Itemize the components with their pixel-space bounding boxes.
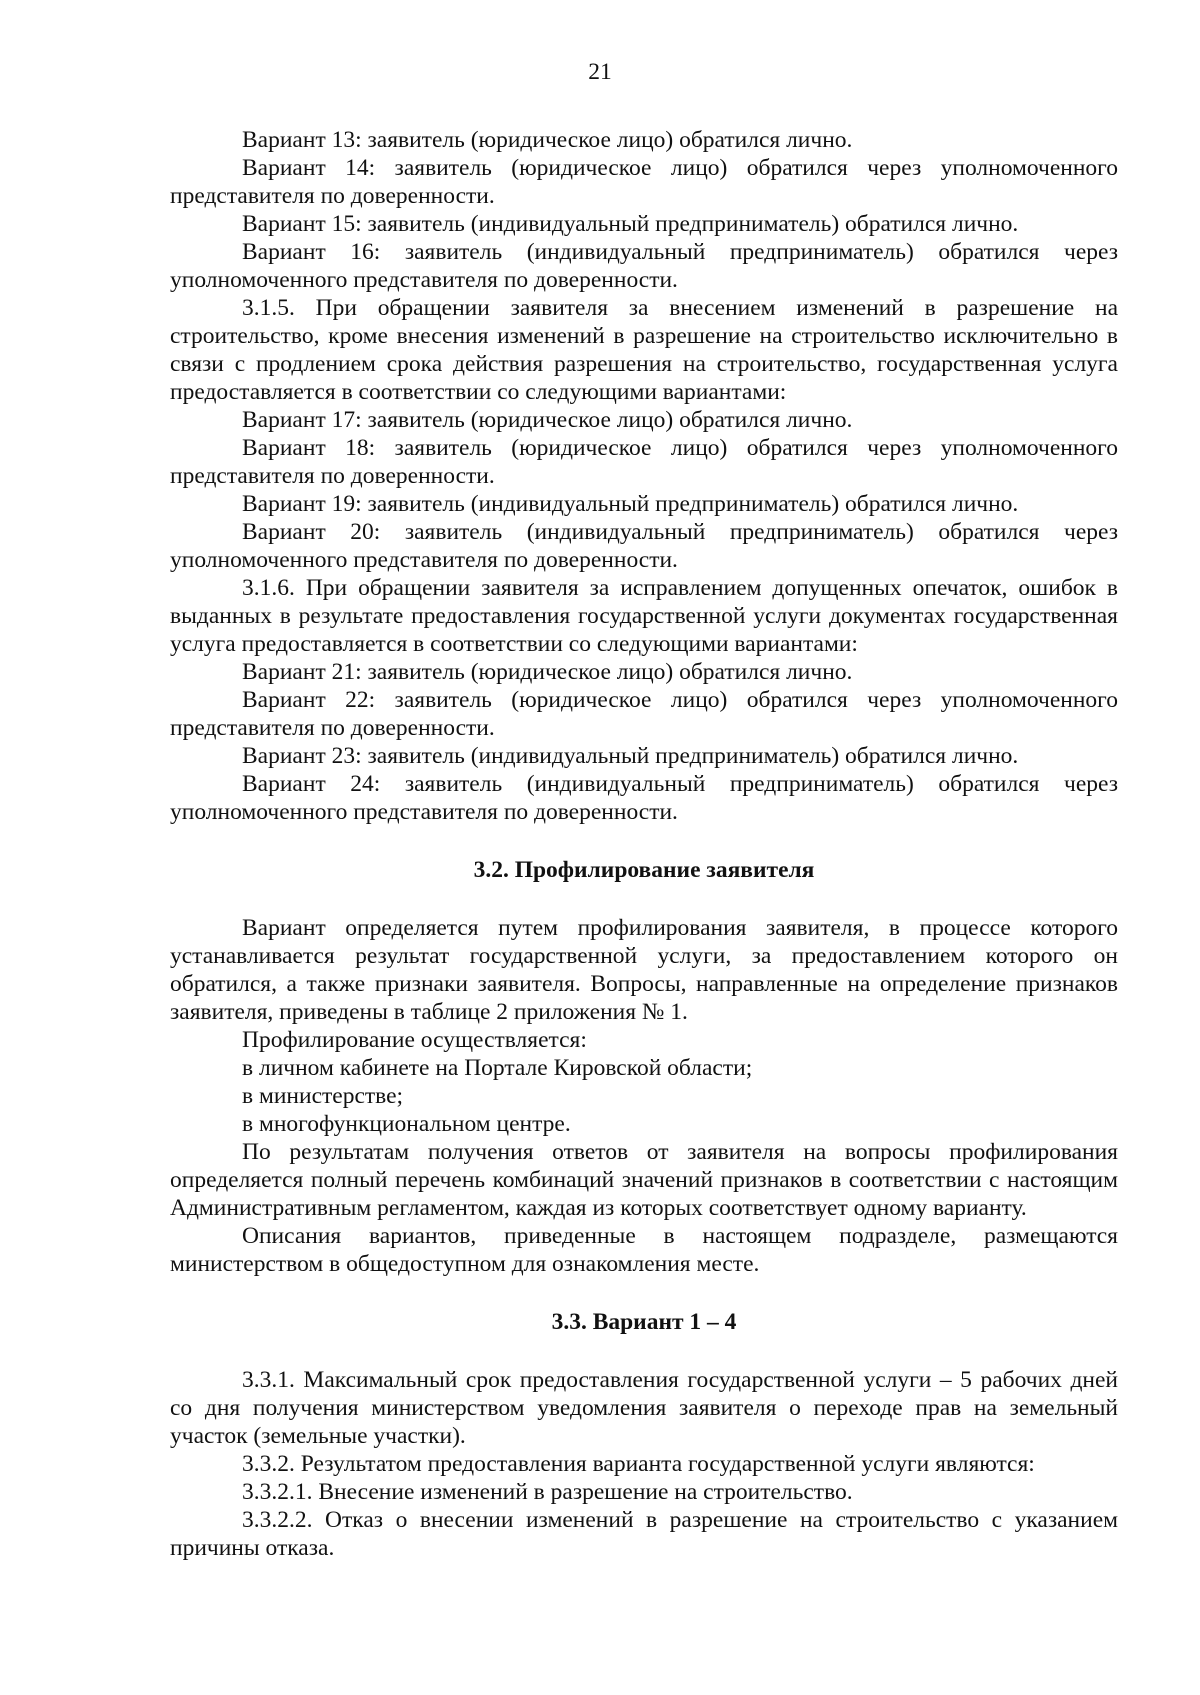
list-item-ministry: в министерстве;: [242, 1083, 404, 1109]
section-heading-3-2: 3.2. Профилирование заявителя: [473, 857, 815, 883]
paragraph-variant-16: Вариант 16: заявитель (индивидуальный предприниматель) обратился через уполномоченного представителя по доверенности.: [170, 239, 1118, 293]
paragraph-3-3-2: 3.3.2. Результатом предоставления варианта государственной услуги являются:: [242, 1451, 1035, 1477]
paragraph-3-1-5: 3.1.5. При обращении заявителя за внесением изменений в разрешение на строительство, кроме внесения изменений в разрешение на строительство исключительно в связи с продлением срока действия разрешения на строительство, государственная услуга предоставляется в соответствии со следующими вариантами:: [170, 295, 1118, 405]
paragraph-3-3-2-1: 3.3.2.1. Внесение изменений в разрешение на строительство.: [242, 1479, 853, 1505]
paragraph-profiling-intro: Вариант определяется путем профилирования заявителя, в процессе которого устанавливается результат государственной услуги, за предоставлением которого он обратился, а также признаки заявителя. Вопросы, направленные на определение признаков заявителя, приведены в таблице 2 приложения № 1.: [170, 915, 1118, 1025]
paragraph-3-3-2-2: 3.3.2.2. Отказ о внесении изменений в разрешение на строительство с указанием причины отказа.: [170, 1507, 1118, 1561]
paragraph-variant-13: Вариант 13: заявитель (юридическое лицо) обратился лично.: [242, 127, 853, 153]
section-heading-3-3: 3.3. Вариант 1 – 4: [551, 1309, 737, 1335]
paragraph-variant-20: Вариант 20: заявитель (индивидуальный предприниматель) обратился через уполномоченного представителя по доверенности.: [170, 519, 1118, 573]
paragraph-variant-14: Вариант 14: заявитель (юридическое лицо) обратился через уполномоченного представителя по доверенности.: [170, 155, 1118, 209]
paragraph-variant-21: Вариант 21: заявитель (юридическое лицо) обратился лично.: [242, 659, 853, 685]
paragraph-profiling-results: По результатам получения ответов от заявителя на вопросы профилирования определяется полный перечень комбинаций значений признаков в соответствии с настоящим Административным регламентом, каждая из которых соответствует одному варианту.: [170, 1139, 1118, 1221]
paragraph-variant-18: Вариант 18: заявитель (юридическое лицо) обратился через уполномоченного представителя по доверенности.: [170, 435, 1118, 489]
document-body: [170, 126, 1118, 1562]
paragraph-descriptions: Описания вариантов, приведенные в настоящем подразделе, размещаются министерством в общедоступном для ознакомления месте.: [170, 1223, 1118, 1277]
list-item-mfc: в многофункциональном центре.: [242, 1111, 571, 1137]
paragraph-3-3-1: 3.3.1. Максимальный срок предоставления государственной услуги – 5 рабочих дней со дня получения министерством уведомления заявителя о переходе прав на земельный участок (земельные участки).: [170, 1367, 1118, 1449]
paragraph-variant-22: Вариант 22: заявитель (юридическое лицо) обратился через уполномоченного представителя по доверенности.: [170, 687, 1118, 741]
paragraph-3-1-6: 3.1.6. При обращении заявителя за исправлением допущенных опечаток, ошибок в выданных в результате предоставления государственной услуги документах государственная услуга предоставляется в соответствии со следующими вариантами:: [170, 575, 1118, 657]
paragraph-variant-17: Вариант 17: заявитель (юридическое лицо) обратился лично.: [242, 407, 853, 433]
list-item-portal: в личном кабинете на Портале Кировской области;: [242, 1055, 753, 1081]
paragraph-variant-23: Вариант 23: заявитель (индивидуальный предприниматель) обратился лично.: [242, 743, 1019, 769]
paragraph-variant-19: Вариант 19: заявитель (индивидуальный предприниматель) обратился лично.: [242, 491, 1019, 517]
paragraph-variant-24: Вариант 24: заявитель (индивидуальный предприниматель) обратился через уполномоченного представителя по доверенности.: [170, 771, 1118, 825]
paragraph-profiling-where: Профилирование осуществляется:: [242, 1027, 587, 1053]
paragraph-variant-15: Вариант 15: заявитель (индивидуальный предприниматель) обратился лично.: [242, 211, 1019, 237]
page-number: 21: [588, 59, 612, 85]
